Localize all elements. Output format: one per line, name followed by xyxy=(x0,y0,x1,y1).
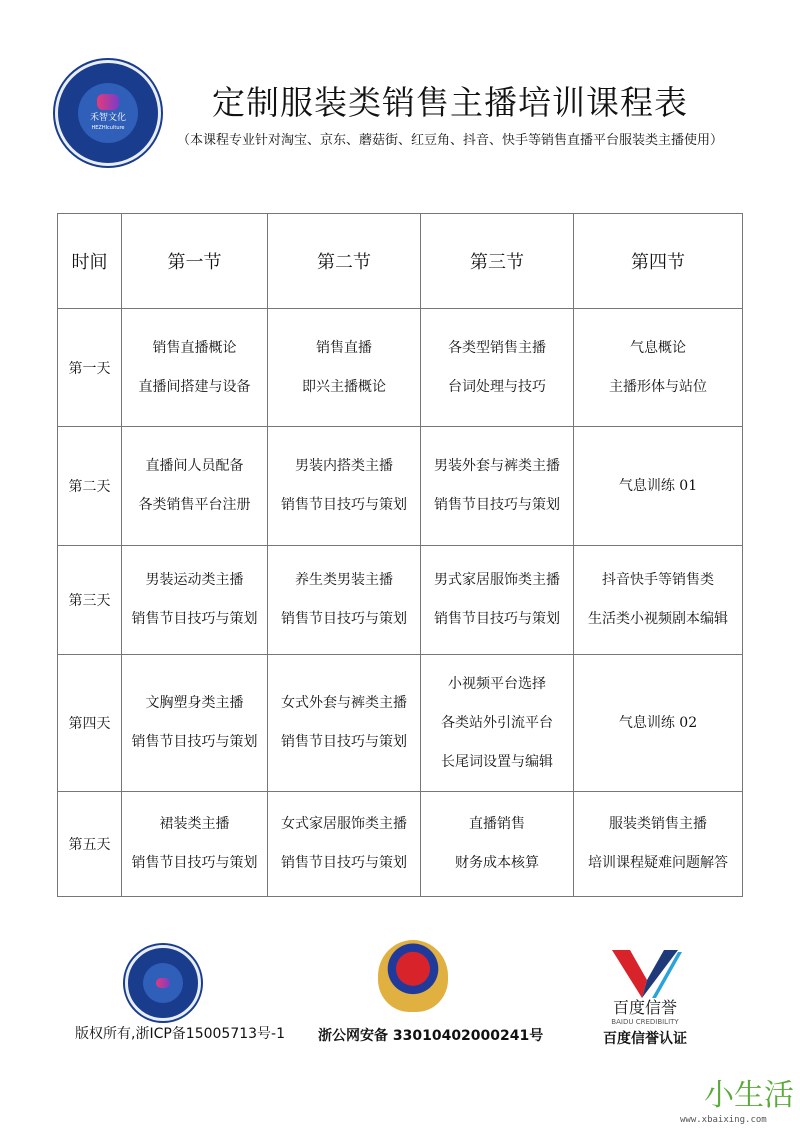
session-line: 销售直播概论 xyxy=(152,339,237,356)
session-cell xyxy=(574,792,743,897)
session-cell xyxy=(574,546,743,655)
session-line: 直播销售 xyxy=(469,816,525,832)
session-line: 裙装类主播 xyxy=(159,816,230,832)
session-line: 台词处理与技巧 xyxy=(448,378,546,395)
watermark-text: 小生活 xyxy=(704,1078,794,1113)
session-line: 直播间人员配备 xyxy=(145,458,244,474)
session-cell xyxy=(421,309,574,427)
day-cell: 第四天 xyxy=(58,655,122,792)
day-cell: 第二天 xyxy=(58,427,122,546)
session-cell xyxy=(268,792,421,897)
table-row xyxy=(58,427,743,546)
session-line: 直播间搭建与设备 xyxy=(138,378,251,395)
session-cell xyxy=(122,309,268,427)
session-line: 销售节目技巧与策划 xyxy=(131,611,258,627)
session-line: 长尾词设置与编辑 xyxy=(441,753,553,770)
session-line: 女式外套与裤类主播 xyxy=(281,695,407,711)
header-time: 时间 xyxy=(58,214,122,309)
session-cell xyxy=(268,427,421,546)
watermark xyxy=(680,1078,794,1126)
table-row xyxy=(58,309,743,427)
session-line: 抖音快手等销售类 xyxy=(602,572,714,588)
session-line: 男式家居服饰类主播 xyxy=(434,572,560,588)
session-line: 销售直播 xyxy=(316,339,372,356)
session-line: 培训课程疑难问题解答 xyxy=(588,855,728,871)
session-cell xyxy=(421,546,574,655)
header-session-4: 第四节 xyxy=(574,214,743,309)
session-cell xyxy=(122,792,268,897)
session-line: 女式家居服饰类主播 xyxy=(281,816,407,832)
session-cell xyxy=(122,546,268,655)
session-cell xyxy=(122,655,268,792)
session-line: 文胸塑身类主播 xyxy=(145,695,244,711)
session-line: 生活类小视频剧本编辑 xyxy=(588,611,728,627)
watermark-url: www.xbaixing.com xyxy=(680,1115,767,1125)
baidu-cert: 百度信誉认证 xyxy=(603,1031,687,1047)
page-subtitle: （本课程专业针对淘宝、京东、蘑菇街、红豆角、抖音、快手等销售直播平台服装类主播使用） xyxy=(176,133,723,148)
session-line: 气息概论 xyxy=(630,339,686,356)
session-line: 养生类男装主播 xyxy=(295,572,393,588)
session-cell xyxy=(421,655,574,792)
session-line: 服装类销售主播 xyxy=(609,816,707,832)
session-line: 各类型销售主播 xyxy=(448,339,546,356)
session-line: 销售节目技巧与策划 xyxy=(131,734,258,750)
police-record-text: 浙公网安备 33010402000241号 xyxy=(318,1028,544,1044)
session-cell xyxy=(574,427,743,546)
logo-text: 禾智文化 xyxy=(89,113,126,123)
session-line: 各类站外引流平台 xyxy=(441,714,553,731)
table-row xyxy=(58,546,743,655)
header-session-1: 第一节 xyxy=(122,214,268,309)
copyright-text: 版权所有,浙ICP备15005713号-1 xyxy=(75,1026,286,1042)
baidu-credibility-block xyxy=(590,998,700,1048)
page-title: 定制服装类销售主播培训课程表 xyxy=(212,83,688,122)
session-cell xyxy=(574,655,743,792)
schedule-table xyxy=(57,213,743,897)
table-row xyxy=(58,655,743,792)
session-cell xyxy=(268,546,421,655)
session-line: 气息训练 02 xyxy=(618,714,698,731)
session-line: 销售节目技巧与策划 xyxy=(434,497,560,513)
session-line: 男装内搭类主播 xyxy=(295,458,393,474)
session-line: 各类销售平台注册 xyxy=(138,497,251,513)
baidu-name: 百度信誉 xyxy=(612,998,677,1017)
police-emblem-icon xyxy=(378,940,448,1012)
header-session-3: 第三节 xyxy=(421,214,574,309)
session-line: 销售节目技巧与策划 xyxy=(281,855,407,871)
session-line: 销售节目技巧与策划 xyxy=(434,611,560,627)
session-cell xyxy=(421,427,574,546)
session-cell xyxy=(574,309,743,427)
session-line: 销售节目技巧与策划 xyxy=(281,611,407,627)
company-logo xyxy=(55,60,161,166)
session-cell xyxy=(268,309,421,427)
session-line: 财务成本核算 xyxy=(455,855,539,871)
day-cell: 第五天 xyxy=(58,792,122,897)
header-session-2: 第二节 xyxy=(268,214,421,309)
baidu-credibility-icon xyxy=(612,950,682,1000)
session-cell xyxy=(268,655,421,792)
session-line: 气息训练 01 xyxy=(618,477,698,494)
session-line: 男装外套与裤类主播 xyxy=(434,458,560,474)
session-line: 销售节目技巧与策划 xyxy=(281,734,407,750)
session-line: 即兴主播概论 xyxy=(302,378,386,395)
session-cell xyxy=(122,427,268,546)
session-line: 主播形体与站位 xyxy=(609,378,707,395)
day-cell: 第三天 xyxy=(58,546,122,655)
session-cell xyxy=(421,792,574,897)
session-line: 男装运动类主播 xyxy=(145,572,244,588)
table-row xyxy=(58,792,743,897)
session-line: 销售节目技巧与策划 xyxy=(131,855,258,871)
session-line: 销售节目技巧与策划 xyxy=(281,497,407,513)
baidu-en: BAIDU CREDIBILITY xyxy=(611,1018,679,1026)
logo-sub: HEZHIculture xyxy=(91,125,125,131)
header-row xyxy=(58,214,743,309)
day-cell: 第一天 xyxy=(58,309,122,427)
footer-company-logo xyxy=(125,945,201,1021)
session-line: 小视频平台选择 xyxy=(448,675,546,692)
